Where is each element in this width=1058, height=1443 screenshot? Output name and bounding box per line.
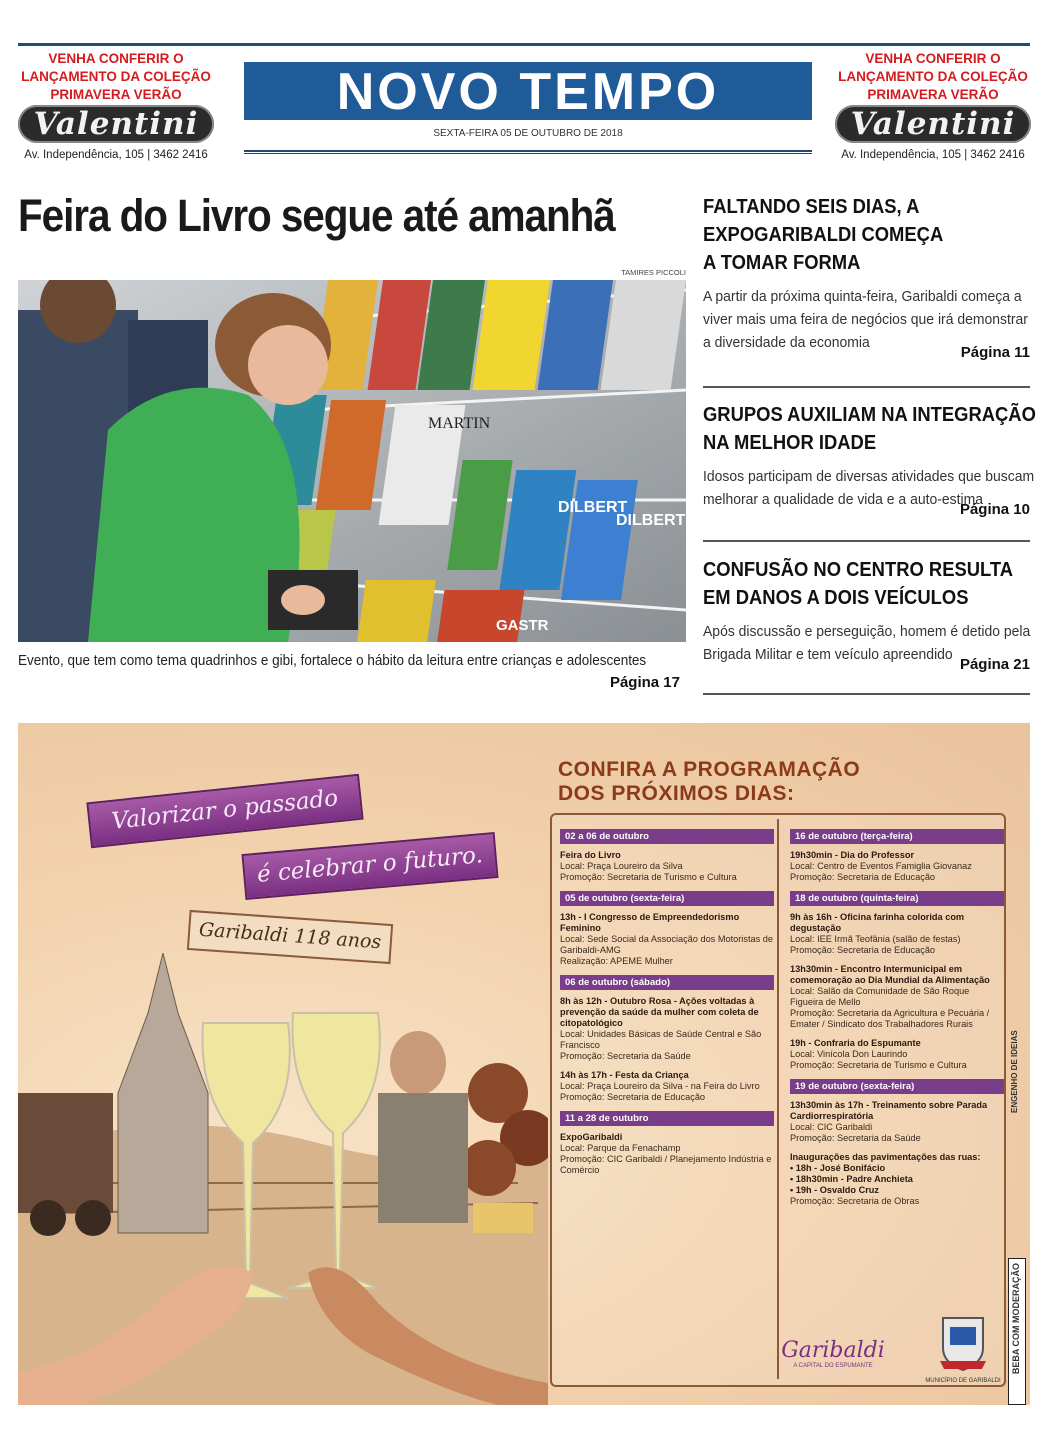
book-cover-text: MARTIN bbox=[428, 415, 491, 432]
event-line: Promoção: Secretaria de Turismo e Cultura bbox=[560, 872, 737, 882]
story-title: EM DANOS A DOIS VEÍCULOS bbox=[703, 587, 969, 609]
date-bar: 19 de outubro (sexta-feira) bbox=[790, 1079, 1004, 1094]
programme-heading bbox=[558, 758, 978, 806]
ribbon-banner: Valorizar o passado bbox=[86, 774, 363, 848]
municipio-logo bbox=[923, 1313, 1003, 1384]
programme-heading-line: DOS PRÓXIMOS DIAS: bbox=[558, 782, 795, 805]
event-item bbox=[790, 912, 1004, 956]
garibaldi-logo bbox=[773, 1338, 893, 1369]
story-page-ref[interactable]: Página 11 bbox=[960, 344, 1030, 361]
event-title: 9h às 16h - Oficina farinha colorida com degustação bbox=[790, 912, 965, 933]
date-bar: 05 de outubro (sexta-feira) bbox=[560, 891, 774, 906]
event-title: 13h - I Congresso de Empreendedorismo Feminino bbox=[560, 912, 740, 933]
event-line: • 18h30min - Padre Anchieta bbox=[790, 1174, 913, 1184]
ad-promo-line: LANÇAMENTO DA COLEÇÃO bbox=[838, 69, 1028, 84]
event-item bbox=[560, 996, 774, 1062]
event-line: Local: Salão da Comunidade de São Roque Figueira de Mello bbox=[790, 986, 970, 1007]
event-item bbox=[790, 1100, 1004, 1144]
sidebar-divider bbox=[703, 386, 1030, 388]
event-title: 8h às 12h - Outubro Rosa - Ações voltadas à prevenção da saúde da mulher com coleta de citopatológico bbox=[560, 996, 759, 1028]
event-line: Promoção: Secretaria da Saúde bbox=[790, 1133, 921, 1143]
event-line: Promoção: Secretaria da Agricultura e Pecuária / Emater / Sindicato dos Trabalhadores Rurais bbox=[790, 1008, 990, 1029]
event-title: 19h - Confraria do Espumante bbox=[790, 1038, 921, 1048]
story-title: A TOMAR FORMA bbox=[703, 252, 861, 274]
event-line: • 18h - José Bonifácio bbox=[790, 1163, 886, 1173]
valentini-logo: Valentini bbox=[835, 105, 1031, 143]
event-line: Local: CIC Garibaldi bbox=[790, 1122, 873, 1132]
lead-headline[interactable]: Feira do Livro segue até amanhã bbox=[18, 190, 615, 241]
beba-com-moderacao-text: BEBA COM MODERAÇÃO bbox=[1011, 1263, 1021, 1375]
story-dek-line: a diversidade da economia bbox=[703, 334, 870, 351]
ad-promo-line: VENHA CONFERIR O bbox=[48, 51, 184, 66]
programme-panel bbox=[550, 813, 1006, 1387]
event-title: 19h30min - Dia do Professor bbox=[790, 850, 915, 860]
dateline-rule bbox=[244, 150, 812, 154]
beba-com-moderacao-box bbox=[1008, 1258, 1026, 1405]
date-bar: 02 a 06 de outubro bbox=[560, 829, 774, 844]
event-item bbox=[560, 850, 774, 883]
anniversary-ribbon: Garibaldi 118 anos bbox=[187, 910, 393, 964]
ad-promo-line: PRIMAVERA VERÃO bbox=[50, 87, 182, 102]
municipio-caption: MUNICÍPIO DE GARIBALDI bbox=[925, 1378, 1001, 1384]
event-line: Promoção: Secretaria da Saúde bbox=[560, 1051, 691, 1061]
event-title: ExpoGaribaldi bbox=[560, 1132, 623, 1142]
ad-address: Av. Independência, 105 | 3462 2416 bbox=[24, 149, 208, 161]
event-line: Promoção: CIC Garibaldi / Planejamento Indústria e Comércio bbox=[560, 1154, 772, 1175]
event-title: 13h30min - Encontro Intermunicipal em comemoração ao Dia Mundial da Alimentação bbox=[790, 964, 990, 985]
event-line: Local: Unidades Básicas de Saúde Central e São Francisco bbox=[560, 1029, 762, 1050]
ad-promo-line: VENHA CONFERIR O bbox=[865, 51, 1001, 66]
event-line: Local: Sede Social da Associação dos Motoristas de Garibaldi-AMG bbox=[560, 934, 773, 955]
story-title: CONFUSÃO NO CENTRO RESULTA bbox=[703, 559, 1014, 581]
valentini-ad-left[interactable] bbox=[16, 50, 216, 161]
story-dek-line: melhorar a qualidade de vida e a auto-estima bbox=[703, 491, 983, 508]
event-item bbox=[560, 912, 774, 967]
masthead-top-rule bbox=[18, 43, 1030, 46]
ad-address: Av. Independência, 105 | 3462 2416 bbox=[841, 149, 1025, 161]
date-bar: 16 de outubro (terça-feira) bbox=[790, 829, 1004, 844]
event-item bbox=[560, 1070, 774, 1103]
valentini-ad-right[interactable] bbox=[833, 50, 1033, 161]
story-title: GRUPOS AUXILIAM NA INTEGRAÇÃO bbox=[703, 404, 1036, 426]
photo-credit: TAMIRES PICCOLI bbox=[621, 268, 686, 277]
event-line: Promoção: Secretaria de Turismo e Cultura bbox=[790, 1060, 967, 1070]
event-item bbox=[560, 1132, 774, 1176]
event-title: 13h30min às 17h - Treinamento sobre Parada Cardiorrespiratória bbox=[790, 1100, 988, 1121]
story-dek-line: Idosos participam de diversas atividades que buscam bbox=[703, 468, 1035, 485]
event-line: Local: Parque da Fenachamp bbox=[560, 1143, 681, 1153]
sidebar-story-1[interactable] bbox=[703, 193, 1030, 361]
event-line: Promoção: Secretaria de Educação bbox=[560, 1092, 706, 1102]
event-line: Promoção: Secretaria de Educação bbox=[790, 872, 936, 882]
story-dek-line: viver mais uma feira de negócios que irá demonstrar bbox=[703, 311, 1028, 328]
event-title: Feira do Livro bbox=[560, 850, 621, 860]
lead-page-ref[interactable]: Página 17 bbox=[609, 674, 680, 691]
event-line: Local: IEE Irmã Teofânia (salão de festas) bbox=[790, 934, 961, 944]
ribbon-banner: é celebrar o futuro. bbox=[241, 832, 498, 900]
boy-shirt-shape bbox=[88, 388, 299, 642]
celebration-illustration bbox=[18, 953, 548, 1405]
event-line: Local: Vinícola Don Laurindo bbox=[790, 1049, 908, 1059]
photo-caption: Evento, que tem como tema quadrinhos e gibi, fortalece o hábito da leitura entre crianças e adolescentes bbox=[18, 653, 647, 669]
story-dek-line: A partir da próxima quinta-feira, Garibaldi começa a bbox=[703, 288, 1022, 305]
winemaker-figure bbox=[390, 1031, 446, 1095]
dateline: SEXTA-FEIRA 05 DE OUTUBRO DE 2018 bbox=[433, 128, 623, 139]
event-item bbox=[790, 1038, 1004, 1071]
event-item bbox=[790, 1152, 1004, 1207]
programme-column-right bbox=[790, 823, 1004, 1215]
event-title: 14h às 17h - Festa da Criança bbox=[560, 1070, 689, 1080]
date-bar: 06 de outubro (sábado) bbox=[560, 975, 774, 990]
train-shape bbox=[18, 1093, 113, 1213]
story-dek-line: Brigada Militar e tem veículo apreendido bbox=[703, 646, 953, 663]
book-cover-text: DILBERT bbox=[558, 499, 628, 516]
programme-heading-line: CONFIRA A PROGRAMAÇÃO bbox=[558, 758, 861, 781]
book-fair-illustration bbox=[18, 280, 686, 642]
book-cover-text: DILBERT bbox=[616, 512, 686, 529]
ad-promo-line: LANÇAMENTO DA COLEÇÃO bbox=[21, 69, 211, 84]
story-title: NA MELHOR IDADE bbox=[703, 432, 877, 454]
event-title: Inaugurações das pavimentações das ruas: bbox=[790, 1152, 981, 1162]
event-item bbox=[790, 964, 1004, 1030]
coat-of-arms-icon bbox=[938, 1313, 988, 1373]
story-dek-line: Após discussão e perseguição, homem é detido pela bbox=[703, 623, 1031, 640]
date-bar: 18 de outubro (quinta-feira) bbox=[790, 891, 1004, 906]
column-divider bbox=[777, 819, 779, 1379]
story-title: FALTANDO SEIS DIAS, A bbox=[703, 196, 920, 218]
church-shape bbox=[118, 953, 208, 1233]
lead-photo bbox=[18, 280, 686, 642]
agency-credit: ENGENHO DE IDEIAS bbox=[1010, 1030, 1019, 1113]
valentini-logo: Valentini bbox=[18, 105, 214, 143]
event-line: Promoção: Secretaria de Obras bbox=[790, 1196, 920, 1206]
ad-promo-line: PRIMAVERA VERÃO bbox=[867, 87, 999, 102]
event-item bbox=[790, 850, 1004, 883]
book-cover-text: GASTR bbox=[496, 617, 549, 634]
date-bar: 11 a 28 de outubro bbox=[560, 1111, 774, 1126]
sidebar-story-2[interactable] bbox=[703, 401, 1036, 518]
story-page-ref[interactable]: Página 10 bbox=[959, 501, 1030, 518]
newspaper-nameplate: NOVO TEMPO bbox=[244, 62, 812, 120]
event-line: Local: Praça Loureiro da Silva bbox=[560, 861, 683, 871]
programme-column-left bbox=[560, 823, 774, 1184]
sidebar-divider bbox=[703, 540, 1030, 542]
event-line: Realização: APEME Mulher bbox=[560, 956, 673, 966]
sidebar-story-3[interactable] bbox=[703, 556, 1030, 673]
event-line: Promoção: Secretaria de Educação bbox=[790, 945, 936, 955]
sidebar-divider bbox=[703, 693, 1030, 695]
garibaldi-logo-text: Garibaldi bbox=[781, 1338, 885, 1363]
story-title: EXPOGARIBALDI COMEÇA bbox=[703, 224, 944, 246]
event-line: • 19h - Osvaldo Cruz bbox=[790, 1185, 879, 1195]
event-line: Local: Praça Loureiro da Silva - na Feira do Livro bbox=[560, 1081, 760, 1091]
story-page-ref[interactable]: Página 21 bbox=[959, 656, 1030, 673]
event-line: Local: Centro de Eventos Famiglia Giovanaz bbox=[790, 861, 972, 871]
garibaldi-logo-tagline: A CAPITAL DO ESPUMANTE bbox=[793, 1363, 873, 1369]
garibaldi-118-anos-ad[interactable] bbox=[18, 723, 1030, 1405]
